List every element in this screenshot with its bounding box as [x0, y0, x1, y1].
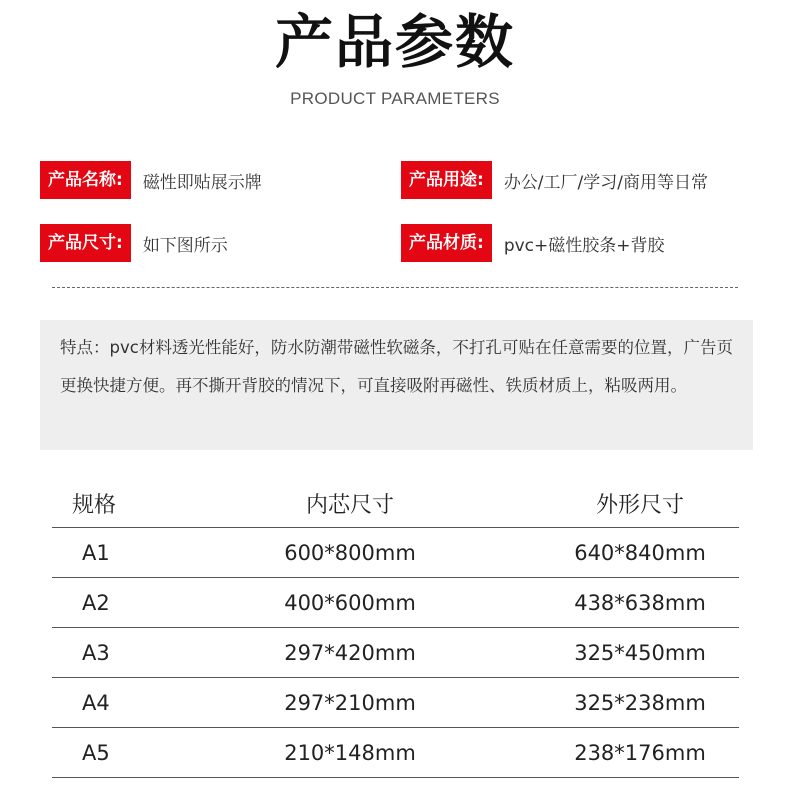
- table-row: [52, 528, 739, 578]
- inner-size-cell: 297*210mm: [284, 690, 416, 715]
- table-row: [52, 628, 739, 678]
- outer-size-cell: 325*450mm: [574, 640, 706, 665]
- outer-size-cell: 640*840mm: [574, 540, 706, 565]
- page-title: 产品参数: [274, 8, 515, 76]
- outer-size-cell: 238*176mm: [574, 740, 706, 765]
- info-label: 产品尺寸:: [40, 224, 131, 262]
- outer-size-cell: 325*238mm: [574, 690, 706, 715]
- page-subtitle: PRODUCT PARAMETERS: [290, 89, 500, 108]
- info-product-usage: [401, 161, 708, 199]
- spec-cell: A1: [82, 540, 110, 565]
- info-value: 如下图所示: [142, 235, 228, 256]
- table-header-row: [52, 480, 739, 528]
- info-label: 产品材质:: [401, 224, 492, 262]
- table-row: [52, 728, 739, 778]
- info-row: [40, 161, 760, 199]
- info-product-size: [40, 224, 228, 262]
- inner-size-cell: 297*420mm: [284, 640, 416, 665]
- table-row: [52, 578, 739, 628]
- outer-size-cell: 438*638mm: [574, 590, 706, 615]
- info-product-material: [401, 224, 665, 262]
- inner-size-cell: 400*600mm: [284, 590, 416, 615]
- table-row: [52, 678, 739, 728]
- feature-description: 特点：pvc材料透光性能好，防水防潮带磁性软磁条，不打孔可贴在任意需要的位置，广告页更换快捷方便。再不撕开背胶的情况下，可直接吸附再磁性、铁质材质上，粘吸两用。: [40, 320, 753, 450]
- info-value: pvc+磁性胶条+背胶: [503, 235, 665, 256]
- header-inner-size: 内芯尺寸: [305, 493, 394, 518]
- dashed-divider: [52, 287, 738, 288]
- info-value: 办公/工厂/学习/商用等日常: [503, 172, 708, 193]
- spec-cell: A3: [82, 640, 110, 665]
- spec-cell: A2: [82, 590, 110, 615]
- header-outer-size: 外形尺寸: [595, 493, 684, 518]
- spec-table: [52, 480, 739, 778]
- info-product-name: [40, 161, 262, 199]
- inner-size-cell: 600*800mm: [284, 540, 416, 565]
- spec-cell: A4: [82, 690, 110, 715]
- info-row: [40, 224, 760, 262]
- spec-cell: A5: [82, 740, 110, 765]
- info-value: 磁性即贴展示牌: [142, 172, 262, 193]
- info-label: 产品用途:: [401, 161, 492, 199]
- inner-size-cell: 210*148mm: [284, 740, 416, 765]
- info-label: 产品名称:: [40, 161, 131, 199]
- header-spec: 规格: [72, 493, 117, 518]
